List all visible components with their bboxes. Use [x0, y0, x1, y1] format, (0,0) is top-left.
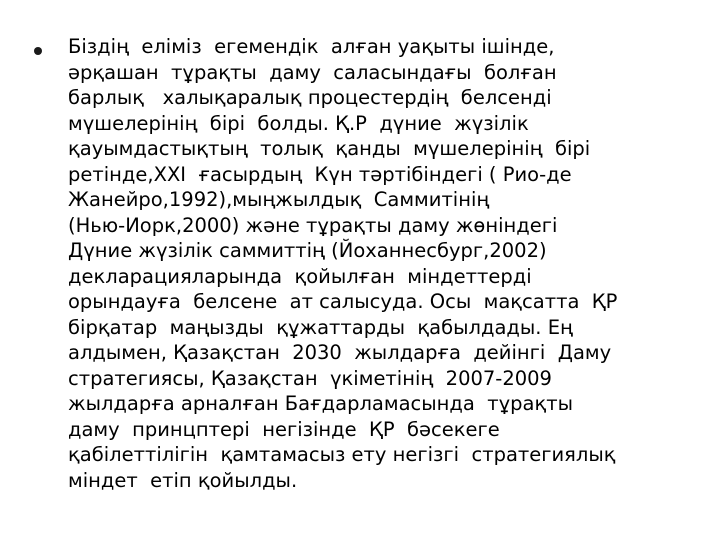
- text-line: декларацияларында қойылған міндеттерді: [68, 264, 532, 288]
- text-line: алдымен, Қазақстан 2030 жылдарға дейінгі Даму: [68, 341, 612, 364]
- text-line: орындауға белсене ат салысуда. Осы мақсатта ҚР: [68, 290, 618, 313]
- text-line: мүшелерінің бірі болды. Қ.Р дүние жүзілік: [68, 111, 529, 135]
- text-line: Біздің еліміз егемендік алған уақыты ішінде,: [68, 35, 555, 58]
- text-line: жылдарға арналған Бағдарламасында тұрақты: [68, 392, 573, 415]
- text-line: Жанейро,1992),мыңжылдық Саммитінің: [68, 188, 490, 211]
- text-line: (Нью-Иорк,2000) және тұрақты даму жөніндегі: [68, 213, 558, 237]
- bullet-text: [68, 34, 688, 493]
- text-line: стратегиясы, Қазақстан үкіметінің 2007-2009: [68, 366, 552, 390]
- text-line: ретінде,XXI ғасырдың Күн тәртібіндегі ( Рио-де: [68, 162, 572, 186]
- text-line: барлық халықаралық процестердің белсенді: [68, 86, 552, 109]
- text-line: қауымдастықтың толық қанды мүшелерінің бірі: [68, 137, 591, 160]
- bullet-dot-icon: [34, 47, 42, 55]
- text-line: бірқатар маңызды құжаттарды қабылдады. Ең: [68, 315, 573, 339]
- text-line: әрқашан тұрақты даму саласындағы болған: [68, 60, 557, 84]
- text-line: міндет етіп қойылды.: [68, 468, 298, 492]
- text-line: Дүние жүзілік саммиттің (Йоханнесбург,2002): [68, 239, 547, 262]
- text-line: қабілеттілігін қамтамасыз ету негізгі стратегиялық: [68, 443, 616, 466]
- text-line: даму принцптері негізінде ҚР бәсекеге: [68, 417, 500, 441]
